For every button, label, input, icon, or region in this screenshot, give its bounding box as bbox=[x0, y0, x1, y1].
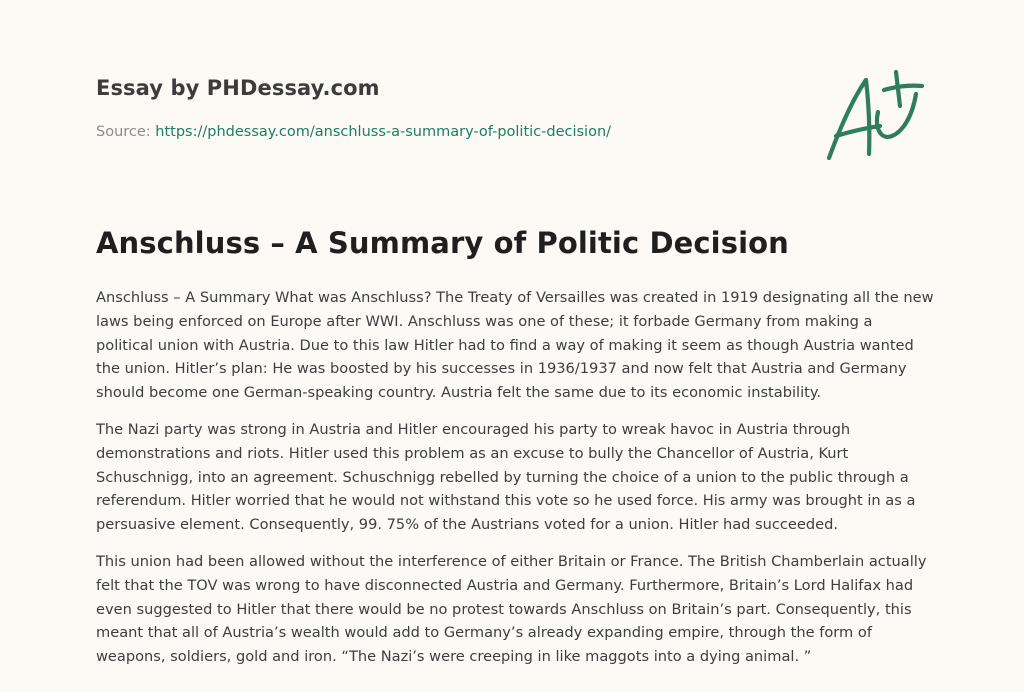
logo-a-right-stroke bbox=[866, 80, 869, 154]
article-body bbox=[96, 286, 934, 682]
a-plus-logo-icon bbox=[822, 66, 932, 166]
site-brand: Essay by PHDessay.com bbox=[96, 76, 380, 100]
article-paragraph: The Nazi party was strong in Austria and Hitler encouraged his party to wreak havoc in Austria through demonstrations and riots. Hitler used this problem as an excuse to bully the Chancellor of Austria, Kurt Schuschnigg, into an agreement. Schuschnigg rebelled by turning the choice of a union to the public through a referendum. Hitler worried that he would not withstand this vote so he used force. His army was brought in as a persuasive element. Consequently, 99. 75% of the Austrians voted for a union. Hitler had succeeded. bbox=[96, 420, 916, 534]
logo-a-left-stroke bbox=[829, 80, 866, 158]
source-line bbox=[96, 124, 611, 140]
source-label: Source: bbox=[96, 124, 156, 140]
article-title: Anschluss – A Summary of Politic Decision bbox=[96, 226, 789, 260]
logo-u-stroke bbox=[877, 94, 916, 137]
article-paragraph: Anschluss – A Summary What was Anschluss? The Treaty of Versailles was created in 1919 designating all the new laws being enforced on Europe after WWI. Anschluss was one of these; it forbade Germany from making a political union with Austria. Due to this law Hitler had to find a way of making it seem as though Austria wanted the union. Hitler’s plan: He was boosted by his successes in 1936/1937 and now felt that Austria and Germany should become one German-speaking country. Austria felt the same due to its economic instability. bbox=[96, 289, 934, 402]
logo-plus-horizontal bbox=[884, 86, 922, 90]
article-paragraph: This union had been allowed without the interference of either Britain or France. The British Chamberlain actually felt that the TOV was wrong to have disconnected Austria and Germany. Furthermore, Britain’s Lord Halifax had even suggested to Hitler that there would be no protest towards Anschluss on Britain’s part. Consequently, this meant that all of Austria’s wealth would add to Germany’s already expanding empire, through the form of weapons, soldiers, gold and iron. “The Nazi’s were creeping in like maggots into a dying animal. ” bbox=[96, 552, 927, 666]
source-link[interactable]: https://phdessay.com/anschluss-a-summary-of-politic-decision/ bbox=[155, 124, 612, 140]
